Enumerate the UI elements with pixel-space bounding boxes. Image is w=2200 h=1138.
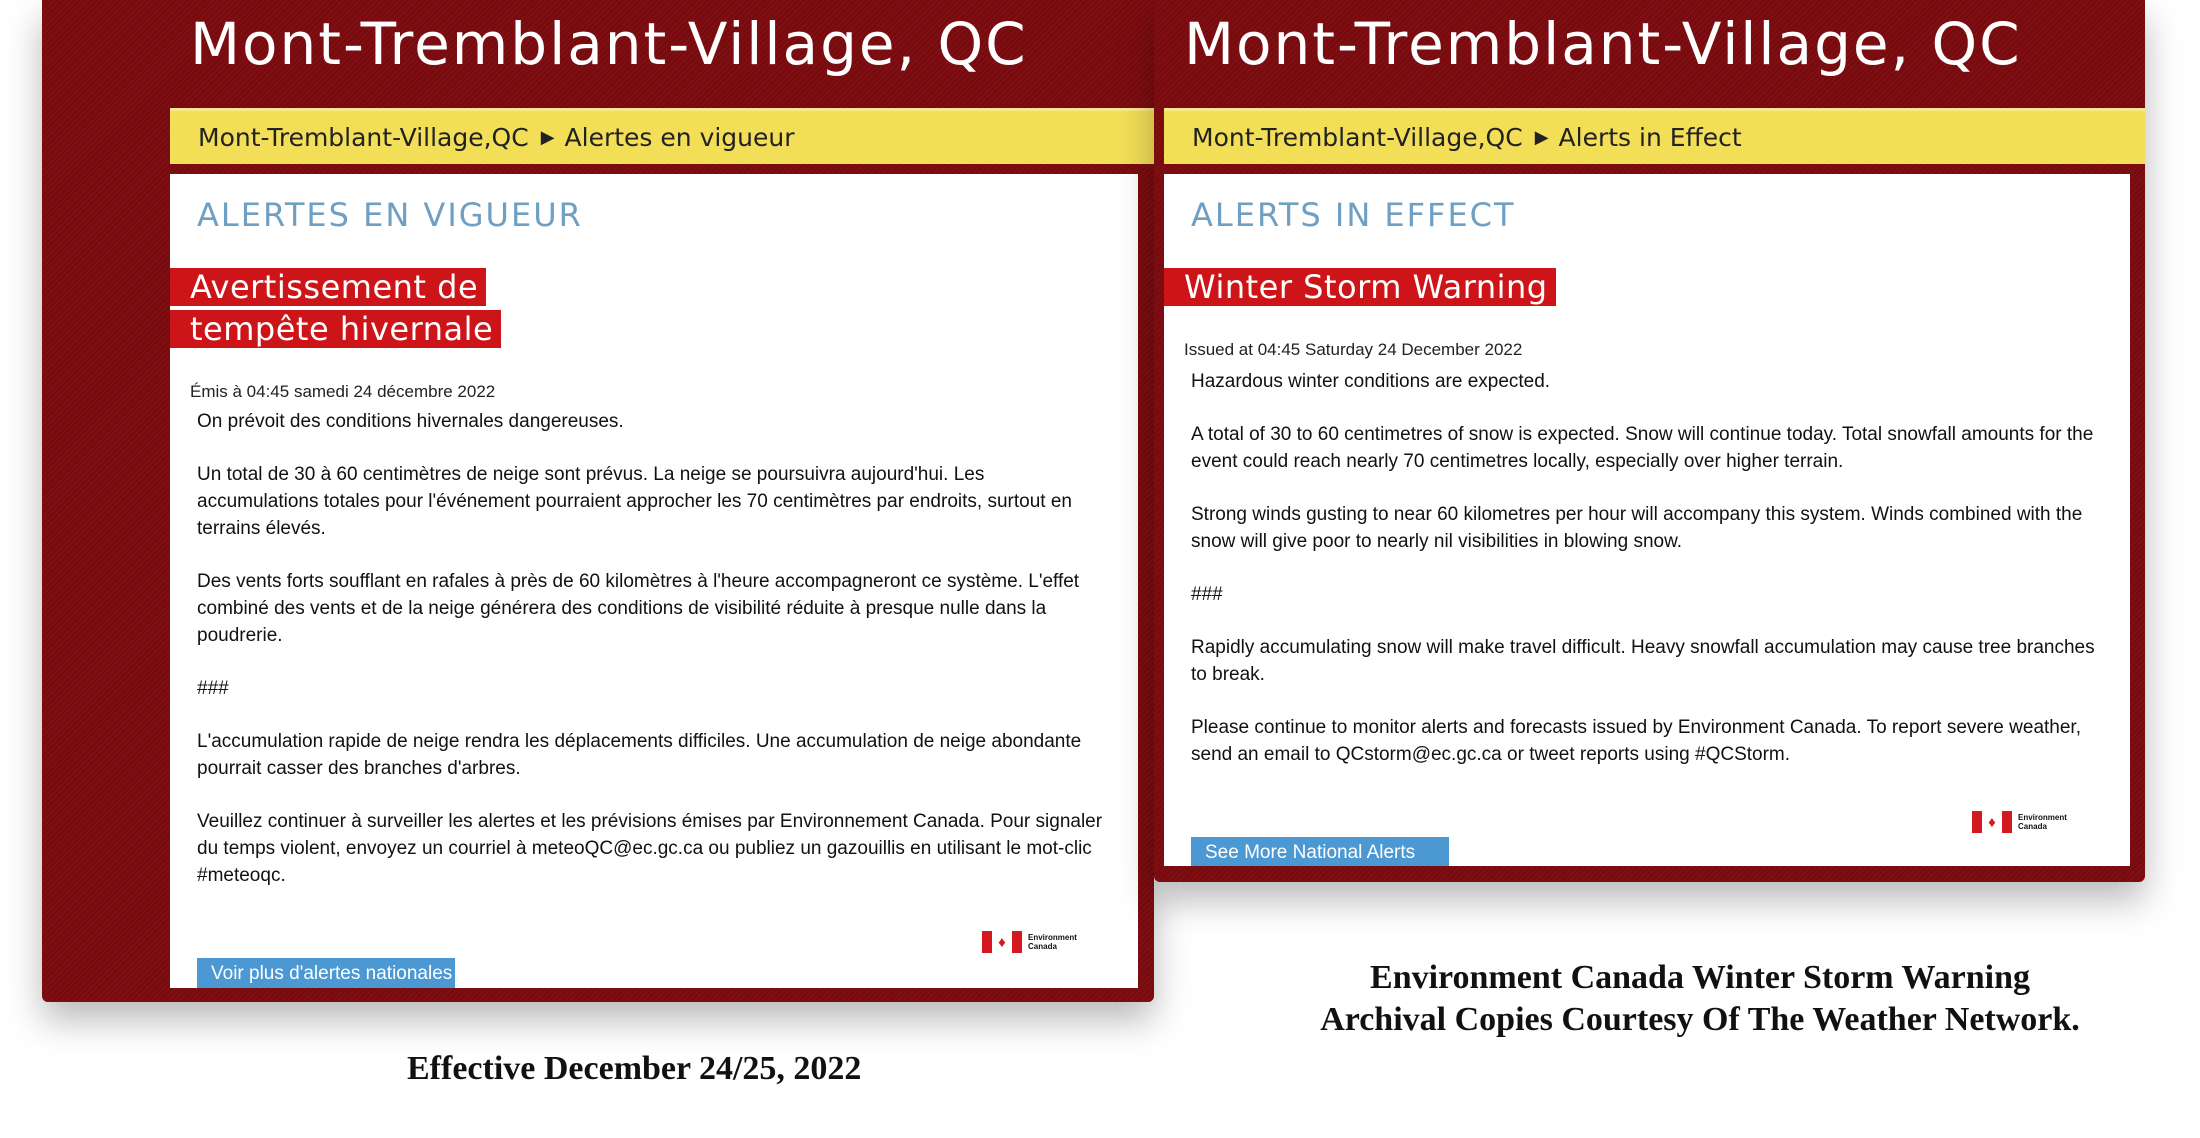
alert-paragraph: Please continue to monitor alerts and forecasts issued by Environment Canada. To report severe weather, send an email to QCstorm@ec.gc.ca or tweet reports using #QCStorm. (1191, 717, 2081, 765)
breadcrumb-location-link[interactable]: Mont-Tremblant-Village,QC (1192, 123, 1523, 152)
french-alert-panel (42, 0, 1154, 1002)
alert-card (170, 174, 1138, 988)
triangle-right-icon: ▶ (1534, 127, 1549, 148)
triangle-right-icon: ▶ (540, 127, 555, 148)
issued-timestamp: Issued at 04:45 Saturday 24 December 2022 (1184, 340, 1523, 359)
english-alert-panel (1154, 0, 2145, 882)
caption-line: Environment Canada Winter Storm Warning (1370, 959, 2030, 996)
logo-text-line: Canada (2018, 822, 2047, 831)
environment-canada-logo (982, 931, 1077, 953)
alert-paragraph: On prévoit des conditions hivernales dangereuses. (197, 411, 624, 432)
more-national-alerts-button[interactable]: Voir plus d'alertes nationales (197, 958, 455, 988)
issued-timestamp: Émis à 04:45 samedi 24 décembre 2022 (190, 382, 496, 401)
alert-card (1164, 174, 2130, 866)
section-title: ALERTES EN VIGUEUR (197, 196, 583, 234)
alert-paragraph: Un total de 30 à 60 centimètres de neige sont prévus. La neige se poursuivra aujourd'hui. Les accumulations totales pour l'événement pourraient approcher les 70 centimètres par endroits, surtout en terrains élevés. (197, 464, 1072, 539)
canada-flag-icon: ♦ (1972, 811, 2012, 833)
logo-text-line: Environment (1028, 933, 1077, 942)
environment-canada-logo (1972, 811, 2067, 833)
alert-paragraph: L'accumulation rapide de neige rendra les déplacements difficiles. Une accumulation de neige abondante pourrait casser des branches d'arbres. (197, 731, 1082, 779)
section-title: ALERTS IN EFFECT (1191, 196, 1516, 234)
alert-paragraph: ### (1191, 584, 1223, 605)
effective-date-caption: Effective December 24/25, 2022 (407, 1050, 862, 1087)
breadcrumb-current-page: Alerts in Effect (1558, 123, 1742, 152)
breadcrumb (170, 108, 1154, 164)
alert-paragraph: Des vents forts soufflant en rafales à près de 60 kilomètres à l'heure accompagneront ce système. L'effet combiné des vents et de la neige générera des conditions de visibilité réduite à presque nulle dans la poudrerie. (197, 571, 1080, 646)
warning-title (1164, 266, 1564, 308)
logo-text-line: Environment (2018, 813, 2067, 822)
breadcrumb-location-link[interactable]: Mont-Tremblant-Village,QC (198, 123, 529, 152)
city-title: Mont-Tremblant-Village, QC (190, 10, 1028, 78)
alert-paragraph: Hazardous winter conditions are expected. (1191, 371, 1551, 392)
alert-paragraph: Strong winds gusting to near 60 kilometres per hour will accompany this system. Winds combined with the snow will give poor to nearly nil visibilities in blowing snow. (1191, 504, 2083, 552)
city-title: Mont-Tremblant-Village, QC (1184, 10, 2022, 78)
more-national-alerts-button[interactable]: See More National Alerts (1191, 837, 1449, 866)
alert-body (197, 408, 1107, 915)
alert-paragraph: ### (197, 678, 229, 699)
breadcrumb-current-page: Alertes en vigueur (564, 123, 795, 152)
warning-title-text: Winter Storm Warning (1164, 268, 1556, 306)
alert-body (1191, 368, 2111, 794)
canada-flag-icon: ♦ (982, 931, 1022, 953)
breadcrumb (1164, 108, 2145, 164)
alert-paragraph: Veuillez continuer à surveiller les alertes et les prévisions émises par Environnement Canada. Pour signaler du temps violent, envoyez un courriel à meteoQC@ec.gc.ca ou publiez un gazouillis en utilisant le mot-clic #meteoqc. (197, 811, 1103, 886)
warning-title (170, 266, 590, 350)
archive-credit-caption (1280, 957, 2120, 1041)
alert-paragraph: Rapidly accumulating snow will make travel difficult. Heavy snowfall accumulation may cause tree branches to break. (1191, 637, 2095, 685)
logo-text-line: Canada (1028, 942, 1057, 951)
alert-paragraph: A total of 30 to 60 centimetres of snow is expected. Snow will continue today. Total snowfall amounts for the event could reach nearly 70 centimetres locally, especially over higher terrain. (1191, 424, 2094, 472)
caption-line: Archival Copies Courtesy Of The Weather Network. (1320, 1001, 2080, 1038)
warning-title-text: Avertissement de tempête hivernale (170, 268, 501, 348)
